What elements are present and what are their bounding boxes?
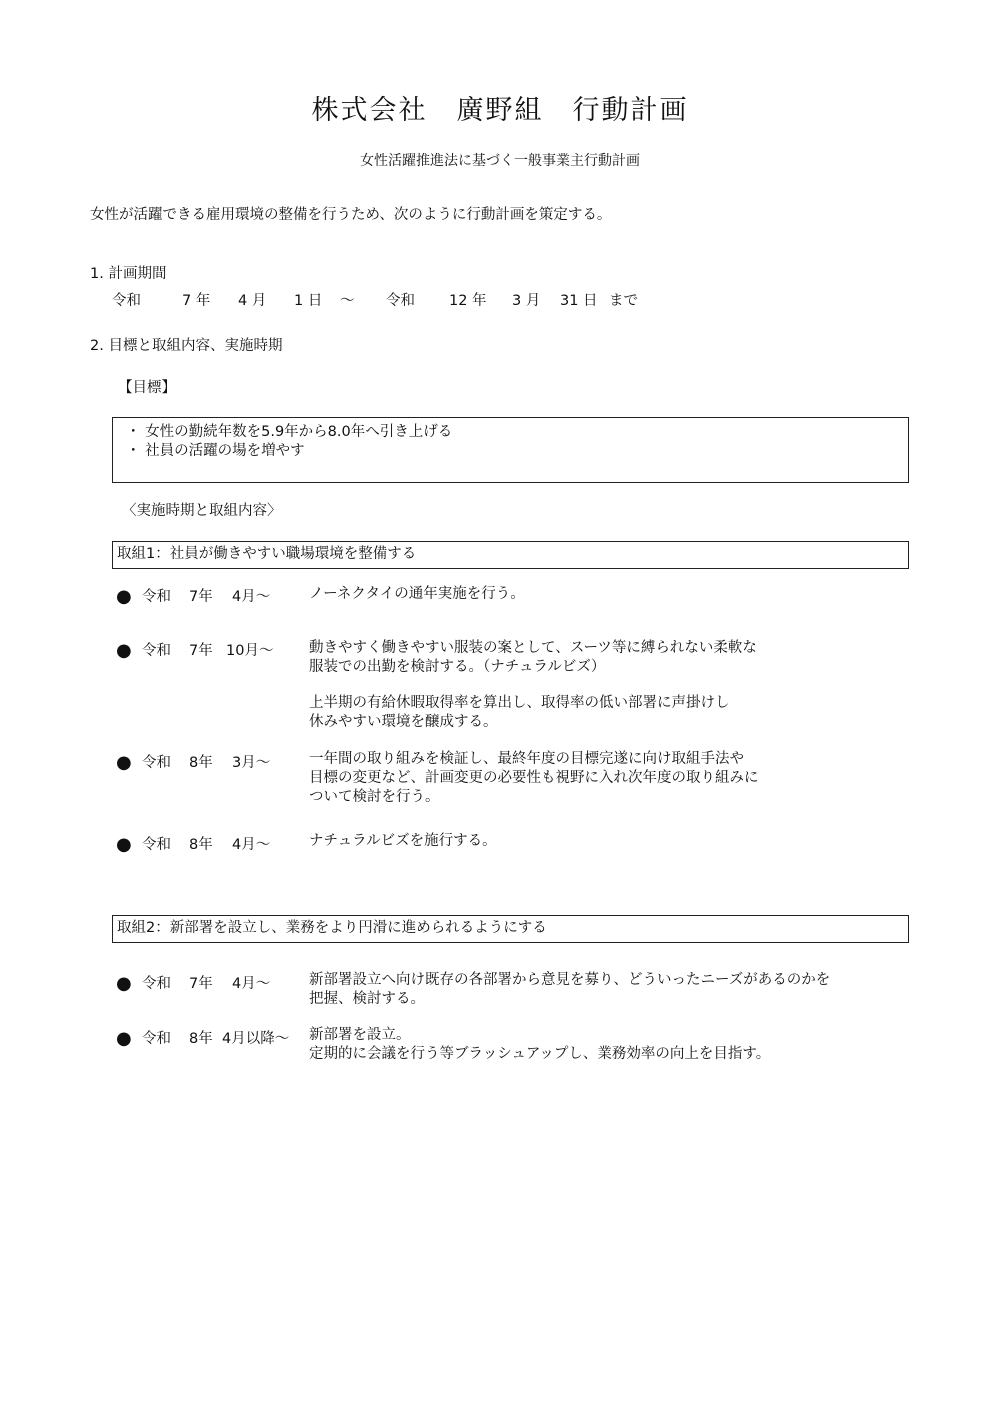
description-line: 動きやすく働きやすい服装の案として、スーツ等に縛られない柔軟な (309, 640, 757, 656)
item-year: 7年 (189, 589, 213, 605)
item-month: 4月～ (232, 589, 271, 605)
bullet-icon: ● (116, 752, 132, 773)
item-description (309, 585, 525, 604)
period-end-day: 31 日 (560, 293, 598, 309)
period-end-era: 令和 (386, 293, 415, 309)
description-line: 一年間の取り組みを検証し、最終年度の目標完遂に向け取組手法や (309, 751, 744, 767)
item-year: 8年 (189, 837, 213, 853)
schedule-label: 〈実施時期と取組内容〉 (122, 503, 282, 519)
period-suffix: まで (609, 293, 638, 309)
item-month: 4月～ (232, 976, 271, 992)
description-line: ついて検討を行う。 (309, 789, 440, 805)
goals-label: 【目標】 (118, 380, 176, 396)
description-line: 上半期の有給休暇取得率を算出し、取得率の低い部署に声掛けし (309, 695, 730, 711)
item-year: 8年 (189, 1031, 213, 1047)
period-end-year: 12 年 (449, 293, 487, 309)
intro-text: 女性が活躍できる雇用環境の整備を行うため、次のように行動計画を策定する。 (90, 207, 612, 223)
item-year: 7年 (189, 976, 213, 992)
bullet-icon: ● (116, 834, 132, 855)
page-title: 株式会社 廣野組 行動計画 (311, 95, 689, 126)
period-start-month: 4 月 (238, 293, 267, 309)
item-era: 令和 (142, 755, 171, 771)
goal-item: ・ 社員の活躍の場を増やす (126, 443, 305, 459)
item-description (309, 694, 730, 732)
item-description (309, 971, 830, 1009)
item-month: 4月以降～ (222, 1031, 290, 1047)
description-line: 新部署設立へ向け既存の各部署から意見を募り、どういったニーズがあるのかを (309, 972, 831, 988)
period-end-month: 3 月 (512, 293, 541, 309)
initiative2-title: 取組2：新部署を設立し、業務をより円滑に進められるようにする (117, 920, 547, 936)
bullet-icon: ● (116, 1028, 132, 1049)
item-month: 10月～ (226, 643, 274, 659)
goal-item: ・ 女性の勤続年数を5.9年から8.0年へ引き上げる (126, 424, 453, 440)
description-line: 休みやすい環境を醸成する。 (309, 714, 498, 730)
item-year: 7年 (189, 643, 213, 659)
bullet-icon: ● (116, 973, 132, 994)
item-era: 令和 (142, 589, 171, 605)
section2-heading: 2. 目標と取組内容、実施時期 (90, 338, 283, 354)
description-line: 服装での出勤を検討する。（ナチュラルビズ） (309, 659, 606, 675)
bullet-icon: ● (116, 586, 132, 607)
description-line: 目標の変更など、計画変更の必要性も視野に入れ次年度の取り組みに (309, 770, 759, 786)
item-month: 3月～ (232, 755, 271, 771)
period-start-year: 7 年 (182, 293, 211, 309)
initiative1-title: 取組1：社員が働きやすい職場環境を整備する (117, 546, 417, 562)
description-line: 定期的に会議を行う等ブラッシュアップし、業務効率の向上を目指す。 (309, 1046, 771, 1062)
period-separator: ～ (340, 293, 355, 309)
item-description (309, 639, 757, 677)
item-year: 8年 (189, 755, 213, 771)
period-start-era: 令和 (112, 293, 141, 309)
section1-heading: 1. 計画期間 (90, 266, 167, 282)
period-start-day: 1 日 (294, 293, 323, 309)
item-month: 4月～ (232, 837, 271, 853)
item-description (309, 1026, 770, 1064)
item-description (309, 750, 759, 807)
item-description (309, 832, 497, 851)
description-line: 新部署を設立。 (309, 1027, 411, 1043)
item-era: 令和 (142, 643, 171, 659)
bullet-icon: ● (116, 640, 132, 661)
item-era: 令和 (142, 837, 171, 853)
description-line: ナチュラルビズを施行する。 (309, 833, 497, 849)
description-line: ノーネクタイの通年実施を行う。 (309, 586, 525, 602)
description-line: 把握、検討する。 (309, 991, 425, 1007)
page-subtitle: 女性活躍推進法に基づく一般事業主行動計画 (360, 153, 640, 169)
item-era: 令和 (142, 976, 171, 992)
item-era: 令和 (142, 1031, 171, 1047)
